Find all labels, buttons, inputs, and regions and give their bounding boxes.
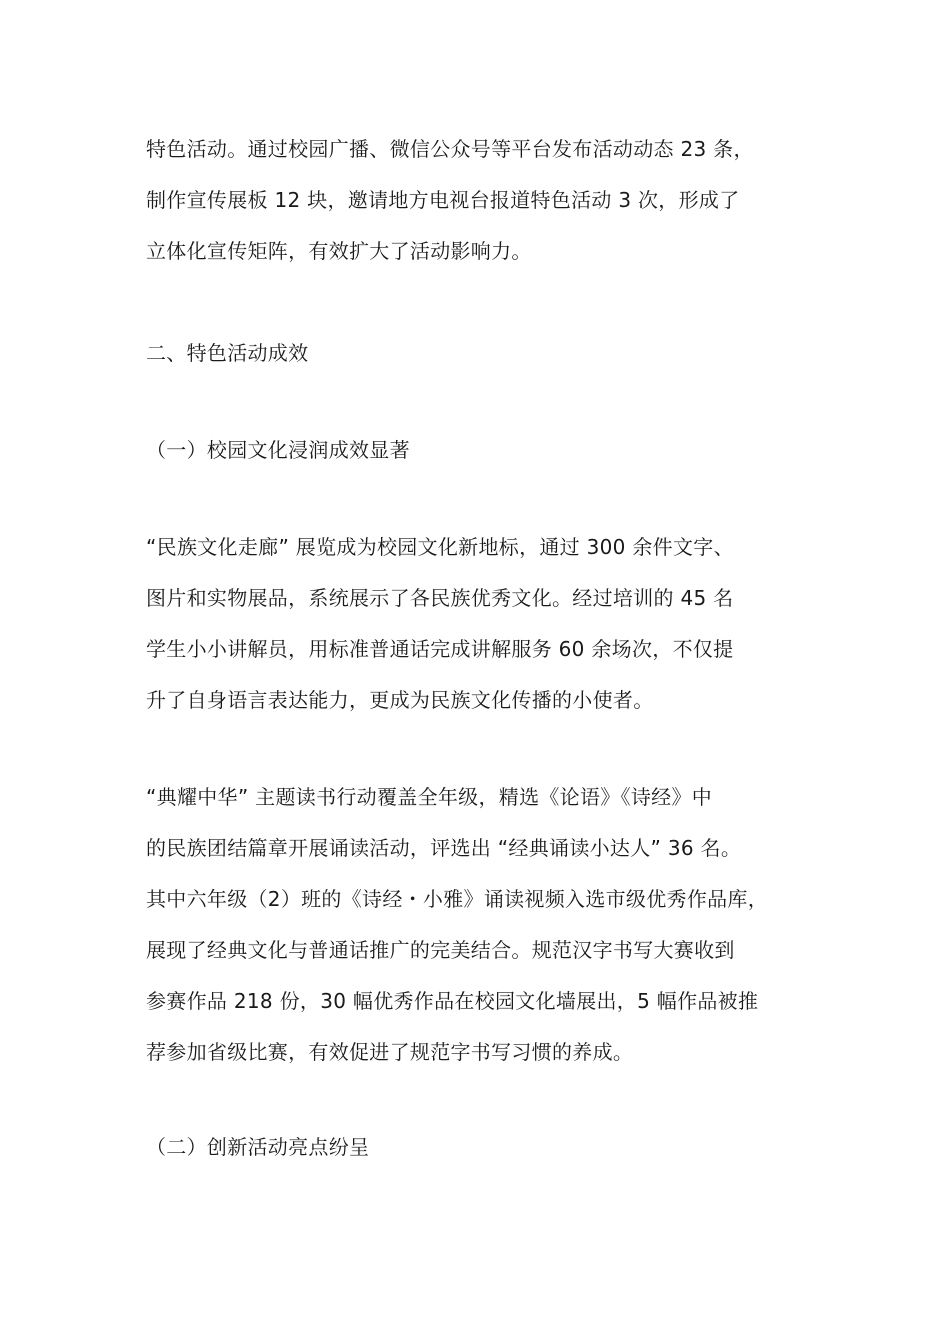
subsection-heading: （二）创新活动亮点纷呈 — [146, 1135, 370, 1159]
paragraph-line: “民族文化走廊” 展览成为校园文化新地标，通过 300 余件文字、 — [146, 535, 734, 559]
paragraph-line: 立体化宣传矩阵，有效扩大了活动影响力。 — [146, 239, 532, 263]
paragraph-line: 展现了经典文化与普通话推广的完美结合。规范汉字书写大赛收到 — [146, 938, 735, 962]
section-heading: 二、特色活动成效 — [146, 341, 309, 365]
paragraph-line: 特色活动。通过校园广播、微信公众号等平台发布活动动态 23 条， — [146, 137, 754, 161]
subsection-heading: （一）校园文化浸润成效显著 — [146, 438, 410, 462]
paragraph-line: 的民族团结篇章开展诵读活动，评选出 “经典诵读小达人” 36 名。 — [146, 836, 742, 860]
paragraph-line: 荐参加省级比赛，有效促进了规范字书写习惯的养成。 — [146, 1040, 634, 1064]
paragraph-line: “典耀中华” 主题读书行动覆盖全年级，精选《论语》《诗经》中 — [146, 785, 713, 809]
paragraph-line: 制作宣传展板 12 块，邀请地方电视台报道特色活动 3 次，形成了 — [146, 188, 740, 212]
paragraph-line: 升了自身语言表达能力，更成为民族文化传播的小使者。 — [146, 688, 654, 712]
paragraph-line: 图片和实物展品，系统展示了各民族优秀文化。经过培训的 45 名 — [146, 586, 734, 610]
paragraph-line: 参赛作品 218 份，30 幅优秀作品在校园文化墙展出，5 幅作品被推 — [146, 989, 759, 1013]
paragraph-line: 学生小小讲解员，用标准普通话完成讲解服务 60 余场次，不仅提 — [146, 637, 734, 661]
paragraph-line: 其中六年级（2）班的《诗经・小雅》诵读视频入选市级优秀作品库， — [146, 887, 769, 911]
